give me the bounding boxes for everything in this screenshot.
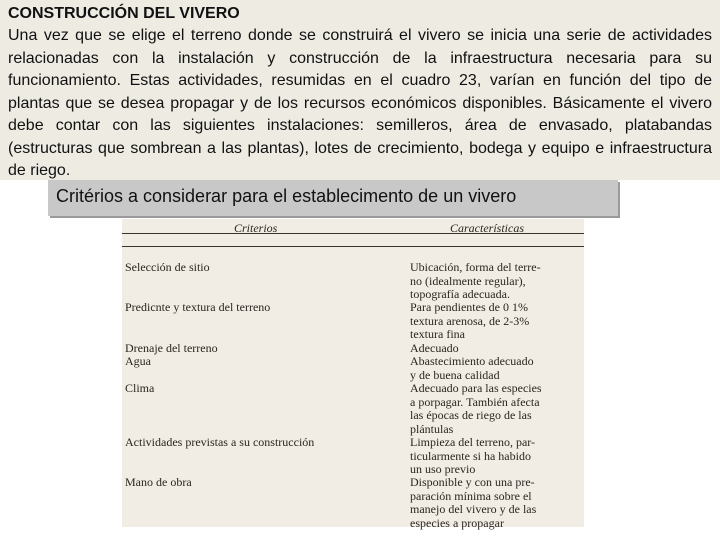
intro-paragraph: Una vez que se elige el terreno donde se construirá el vivero se inicia una serie de actividades relacionadas con la instalación y construcción de la infraestructura necesaria para su funcionamiento. Estas actividades, resumidas en el cuadro 23, varían en función del tipo de plantas que se desea propagar y de los recursos económicos disponibles. Básicamente el vivero debe contar con las siguientes instalaciones: semilleros, área de envasado, platabandas (estructuras que sombrean a las plantas), lotes de crecimiento, bodega y equipo e infraestructura de riego. bbox=[8, 27, 712, 179]
table-cell-line: Limpieza del terreno, par- bbox=[410, 435, 536, 449]
table-cell-line: paración mínima sobre el bbox=[410, 488, 532, 503]
table-cell-line: Ubicación, forma del terre- bbox=[410, 260, 541, 274]
table-cell-line: no (idealmente regular), bbox=[410, 273, 526, 288]
table-cell-line: topografía adecuada. bbox=[410, 287, 510, 301]
criterio-seleccion-sitio: Selección de sitio bbox=[125, 260, 210, 274]
section-heading: CONSTRUCCIÓN DEL VIVERO bbox=[8, 5, 240, 22]
table-cell-line: manejo del vivero y de las bbox=[410, 502, 537, 516]
table-cell-line: textura fina bbox=[410, 327, 465, 341]
caracteristica-mano-de-obra bbox=[410, 476, 582, 530]
caracteristica-agua bbox=[410, 355, 582, 382]
caracteristica-seleccion-sitio bbox=[410, 261, 582, 302]
table-cell-line: las épocas de riego de las bbox=[410, 408, 532, 422]
criteria-table bbox=[122, 219, 584, 530]
criterio-agua: Agua bbox=[125, 354, 151, 368]
table-caption: Critérios a considerar para el establecimento de un vivero bbox=[48, 180, 618, 216]
criterio-clima: Clima bbox=[125, 381, 155, 395]
table-cell-line: ticularmente si ha habido bbox=[410, 448, 531, 463]
criterio-pendiente-textura: Predicnte y textura del terreno bbox=[125, 300, 271, 314]
caracteristica-clima bbox=[410, 382, 582, 436]
header-criterios: Criterios bbox=[234, 221, 278, 235]
caracteristica-pendiente-textura bbox=[410, 301, 582, 342]
header-caracteristicas: Características bbox=[450, 221, 524, 235]
table-cell-line: Abastecimiento adecuado bbox=[410, 354, 534, 368]
table-cell-line: especies a propagar bbox=[410, 515, 504, 530]
table-cell-line: Adecuado para las especies bbox=[410, 381, 542, 395]
table-cell-line: plántulas bbox=[410, 421, 454, 436]
table-cell-line: Para pendientes de 0 1% bbox=[410, 300, 528, 314]
caracteristica-actividades bbox=[410, 436, 582, 477]
table-header-rule bbox=[122, 246, 584, 247]
intro-text-block bbox=[0, 0, 720, 180]
table-cell-line: Disponible y con una pre- bbox=[410, 475, 535, 489]
criterio-drenaje: Drenaje del terreno bbox=[125, 341, 218, 355]
table-cell-line: a porpagar. También afecta bbox=[410, 394, 540, 409]
table-cell-line: Adecuado bbox=[410, 341, 459, 355]
criterio-mano-de-obra: Mano de obra bbox=[125, 475, 192, 489]
table-cell-line: textura arenosa, de 2-3% bbox=[410, 313, 530, 328]
criterio-actividades: Actividades previstas a su construcción bbox=[125, 435, 315, 449]
table-cell-line: y de buena calidad bbox=[410, 367, 500, 382]
table-cell-line: un uso previo bbox=[410, 462, 476, 476]
